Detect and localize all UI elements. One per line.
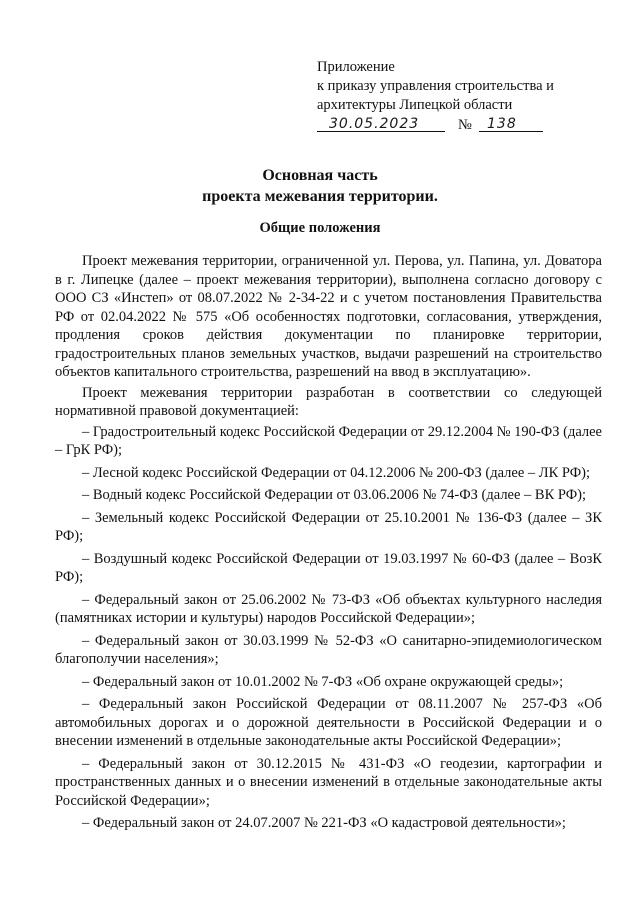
intro-paragraph: Проект межевания территории, ограниченной ул. Перова, ул. Папина, ул. Доватора в г. Липецке (далее – проект межевания территории), выполнена согласно договору с ООО СЗ «Инстеп» от 08.07.2022 № 2-34-22 и с учетом постановления Правительства РФ от 02.04.2022 № 575 «Об особенностях подготовки, согласования, утверждения, продления сроков действия документации по планировке территории, градостроительных планов земельных участков, выдачи разрешений на строительство объектов капитального строительства, разрешений на ввод в эксплуатацию». bbox=[55, 253, 602, 380]
list-item: – Федеральный закон от 30.12.2015 № 431-ФЗ «О геодезии, картографии и пространственных данных и о внесении изменений в отдельные законодательные акты Российской Федерации»; bbox=[55, 755, 602, 809]
appendix-order-line: к приказу управления строительства и bbox=[317, 78, 554, 94]
list-item: – Градостроительный кодекс Российской Федерации от 29.12.2004 № 190-ФЗ (далее – ГрК РФ); bbox=[55, 423, 602, 458]
list-item: – Федеральный закон от 30.03.1999 № 52-ФЗ «О санитарно-эпидемиологическом благополучии населения»; bbox=[55, 632, 602, 667]
list-item: – Водный кодекс Российской Федерации от 03.06.2006 № 74-ФЗ (далее – ВК РФ); bbox=[82, 487, 587, 503]
list-item: – Федеральный закон от 10.01.2002 № 7-ФЗ «Об охране окружающей среды»; bbox=[82, 673, 564, 690]
list-item: – Федеральный закон от 24.07.2007 № 221-ФЗ «О кадастровой деятельности»; bbox=[82, 815, 566, 831]
appendix-department-line: архитектуры Липецкой области bbox=[317, 97, 513, 113]
appendix-block bbox=[317, 58, 617, 137]
order-number: 138 bbox=[487, 116, 517, 132]
list-item: – Воздушный кодекс Российской Федерации от 19.03.1997 № 60-ФЗ (далее – ВозК РФ); bbox=[55, 550, 602, 585]
appendix-label: Приложение bbox=[317, 59, 395, 75]
document-body bbox=[55, 252, 602, 837]
title-line-1: Основная часть bbox=[262, 167, 378, 184]
list-item: – Земельный кодекс Российской Федерации от 25.10.2001 № 136-ФЗ (далее – ЗК РФ); bbox=[55, 509, 602, 544]
title-line-2: проекта межевания территории. bbox=[202, 188, 438, 205]
list-item: – Федеральный закон Российской Федерации от 08.11.2007 № 257-ФЗ «Об автомобильных дорогах и о дорожной деятельности в Российской Федерации и о внесении изменений в отдельные законодательные акты Российской Федерации»; bbox=[55, 696, 602, 749]
document-title bbox=[0, 165, 640, 207]
list-item: – Федеральный закон от 25.06.2002 № 73-ФЗ «Об объектах культурного наследия (памятниках истории и культуры) народов Российской Федерации»; bbox=[55, 591, 602, 626]
order-date-number-row bbox=[317, 115, 617, 137]
legal-basis-paragraph: Проект межевания территории разработан в соответствии со следующей нормативной правовой документацией: bbox=[55, 384, 602, 419]
order-date: 30.05.2023 bbox=[329, 116, 420, 132]
list-item: – Лесной кодекс Российской Федерации от 04.12.2006 № 200-ФЗ (далее – ЛК РФ); bbox=[82, 464, 591, 481]
section-heading: Общие положения bbox=[259, 220, 381, 236]
number-sign: № bbox=[458, 117, 472, 133]
